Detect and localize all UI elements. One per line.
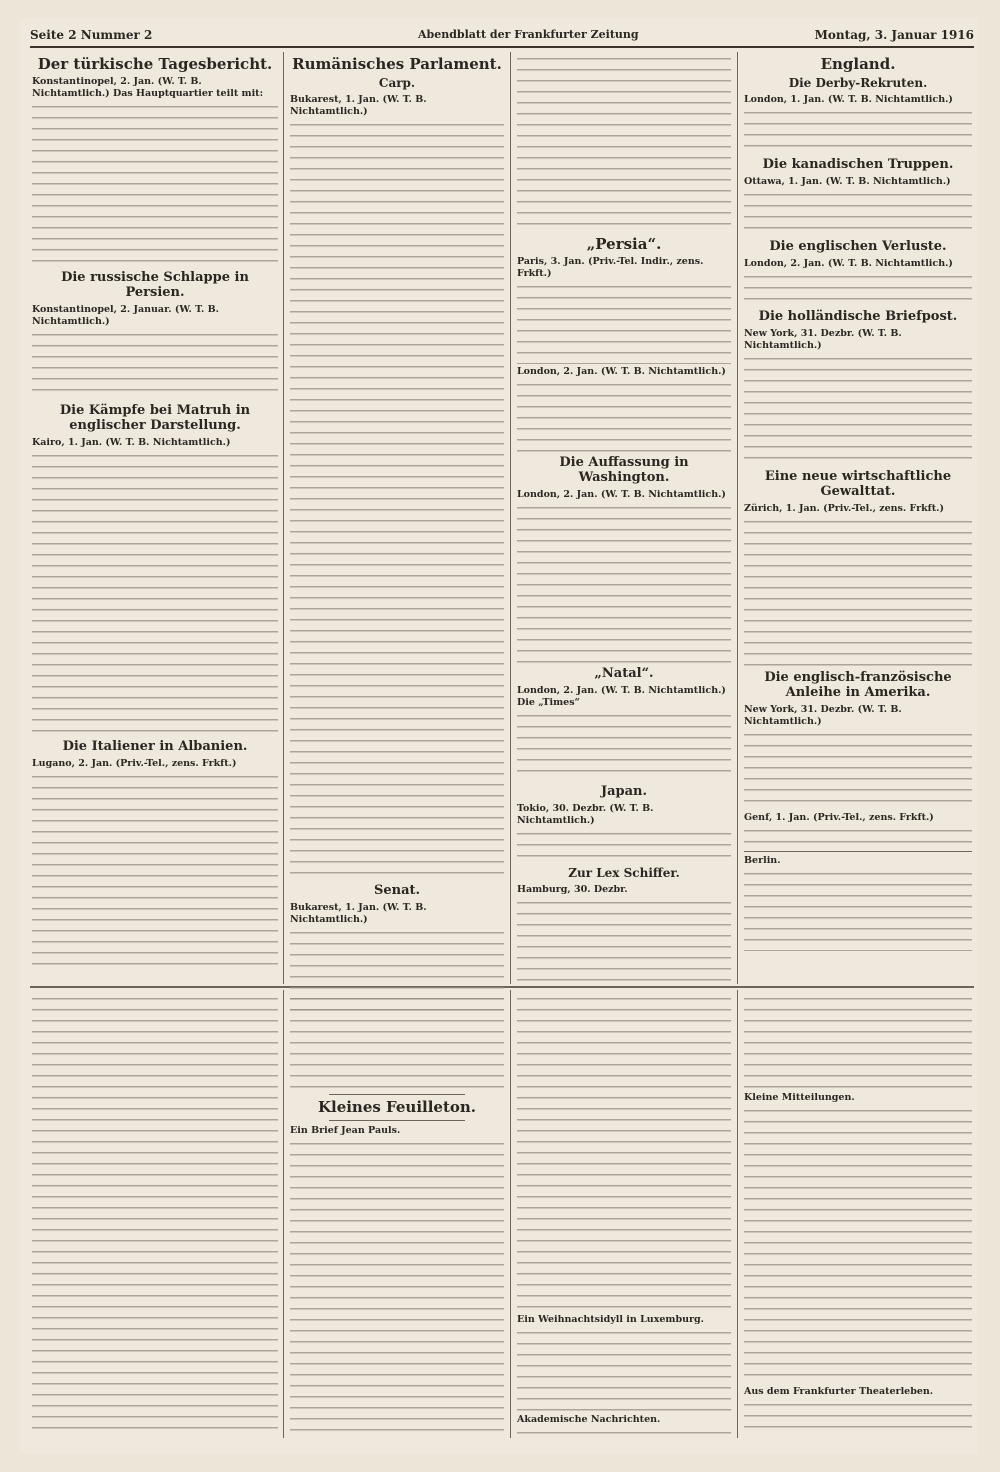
column-rule: [737, 990, 738, 1438]
feuilleton-column-3: [517, 992, 731, 1442]
article-text: [32, 772, 278, 967]
dateline: London, 2. Jan. (W. T. B. Nichtamtlich.) Die „Times“: [517, 685, 726, 709]
headline: „Natal“.: [594, 666, 654, 682]
headline: Die Auffassung in Washington.: [559, 455, 689, 486]
article-text: [517, 1428, 731, 1440]
dateline: Ottawa, 1. Jan. (W. T. B. Nichtamtlich.): [744, 175, 951, 187]
dateline: Tokio, 30. Dezbr. (W. T. B. Nichtamtlich.): [517, 803, 654, 826]
headline: Die englischen Verluste.: [769, 238, 947, 254]
column-4: [744, 52, 972, 953]
article-text: [32, 102, 278, 267]
headline: Die Kämpfe bei Matruh in englischer Darstellung.: [59, 403, 251, 434]
column-rule: [737, 52, 738, 984]
dateline: London, 2. Jan. (W. T. B. Nichtamtlich.): [744, 257, 953, 269]
article-text: [32, 451, 278, 736]
separator: [329, 1094, 466, 1095]
subheadline: Carp.: [378, 76, 416, 91]
article-text: [517, 380, 731, 452]
headline: Senat.: [373, 883, 421, 899]
article-text: [744, 869, 972, 951]
article-text: [517, 829, 731, 863]
column-rule: [283, 52, 284, 984]
column-rule: [510, 52, 511, 984]
dateline: London, 2. Jan. (W. T. B. Nichtamtlich.): [517, 489, 726, 501]
item-heading: Kleine Mitteilungen.: [744, 1092, 855, 1103]
article-text: [517, 282, 731, 364]
page-label: Seite 2 Nummer 2: [30, 28, 153, 42]
article-text: [517, 1328, 731, 1412]
dateline: Hamburg, 30. Dezbr.: [517, 883, 628, 895]
dateline: Bukarest, 1. Jan. (W. T. B. Nichtamtlich.): [290, 901, 427, 925]
headline: Japan.: [600, 784, 648, 800]
separator: [329, 1120, 466, 1121]
feuilleton-column-4: [744, 992, 972, 1438]
dateline: New York, 31. Dezbr. (W. T. B. Nichtamtlich.): [744, 327, 902, 351]
article-text: [290, 120, 504, 880]
masthead: [30, 28, 974, 48]
headline: Die englisch-französische Anleihe in Amerika.: [764, 669, 952, 700]
feuilleton-column-2: [290, 992, 504, 1435]
headline: Die Italiener in Albanien.: [62, 739, 248, 754]
headline: Rumänisches Parlament.: [292, 55, 502, 73]
dateline: Bukarest, 1. Jan. (W. T. B. Nichtamtlich.): [290, 94, 427, 118]
dateline: Lugano, 2. Jan. (Priv.-Tel., zens. Frkft.): [32, 757, 237, 769]
article-text: [744, 826, 972, 848]
column-rule: [283, 990, 284, 1438]
article-text: [290, 1139, 504, 1433]
headline: Der türkische Tagesbericht.: [37, 55, 273, 73]
feuilleton-title: Kleines Feuilleton.: [317, 1098, 477, 1116]
article-text: [517, 503, 731, 663]
article-text: [517, 54, 731, 232]
dateline: New York, 31. Dezbr. (W. T. B. Nichtamtlich.): [744, 703, 902, 727]
article-text: [290, 994, 504, 1090]
article-text: [32, 330, 278, 400]
headline: Zur Lex Schiffer.: [568, 866, 680, 880]
subheadline: Die Derby-Rekruten.: [788, 76, 928, 91]
item-heading: Aus dem Frankfurter Theaterleben.: [744, 1386, 934, 1397]
dateline: Konstantinopel, 2. Jan. (W. T. B. Nichtamtlich.) Das Hauptquartier teilt mit:: [32, 76, 264, 100]
article-text: [744, 517, 972, 667]
article-text: [517, 994, 731, 1312]
item-heading: Akademische Nachrichten.: [517, 1414, 661, 1425]
dateline: London, 2. Jan. (W. T. B. Nichtamtlich.): [517, 366, 726, 378]
dateline: Kairo, 1. Jan. (W. T. B. Nichtamtlich.): [32, 437, 231, 448]
article-text: [517, 711, 731, 781]
article-text: [744, 108, 972, 154]
article-text: [744, 354, 972, 466]
article-text: [744, 730, 972, 810]
dateline: London, 1. Jan. (W. T. B. Nichtamtlich.): [744, 94, 953, 106]
headline: Die holländische Briefpost.: [758, 308, 958, 324]
headline: Eine neue wirtschaftliche Gewalttat.: [764, 468, 952, 499]
headline: Die russische Schlappe in Persien.: [61, 270, 249, 301]
article-text: [32, 994, 278, 1436]
article-text: [744, 190, 972, 236]
column-3: [517, 52, 731, 992]
dateline: Berlin.: [744, 854, 781, 866]
headline: England.: [820, 55, 896, 73]
separator: [744, 851, 972, 852]
issue-date: Montag, 3. Januar 1916: [814, 28, 974, 42]
article-text: [517, 898, 731, 990]
headline: Die kanadischen Truppen.: [762, 157, 954, 173]
dateline: Genf, 1. Jan. (Priv.-Tel., zens. Frkft.): [744, 811, 934, 823]
article-text: [744, 1106, 972, 1384]
dateline: Zürich, 1. Jan. (Priv.-Tel., zens. Frkft.): [744, 502, 944, 514]
column-2: [290, 52, 504, 1020]
article-text: [744, 272, 972, 306]
item-heading: Ein Brief Jean Pauls.: [290, 1125, 401, 1137]
dateline: Konstantinopel, 2. Januar. (W. T. B. Nichtamtlich.): [32, 304, 219, 328]
article-text: [744, 1400, 972, 1436]
column-1: [32, 52, 278, 969]
feuilleton-column-1: [32, 992, 278, 1438]
article-text: [744, 994, 972, 1090]
dateline: Paris, 3. Jan. (Priv.-Tel. Indir., zens. Frkft.): [517, 256, 704, 280]
paper-title: Abendblatt der Frankfurter Zeitung: [418, 28, 639, 41]
item-heading: Ein Weihnachtsidyll in Luxemburg.: [517, 1314, 704, 1325]
column-rule: [510, 990, 511, 1438]
headline: „Persia“.: [586, 235, 662, 253]
